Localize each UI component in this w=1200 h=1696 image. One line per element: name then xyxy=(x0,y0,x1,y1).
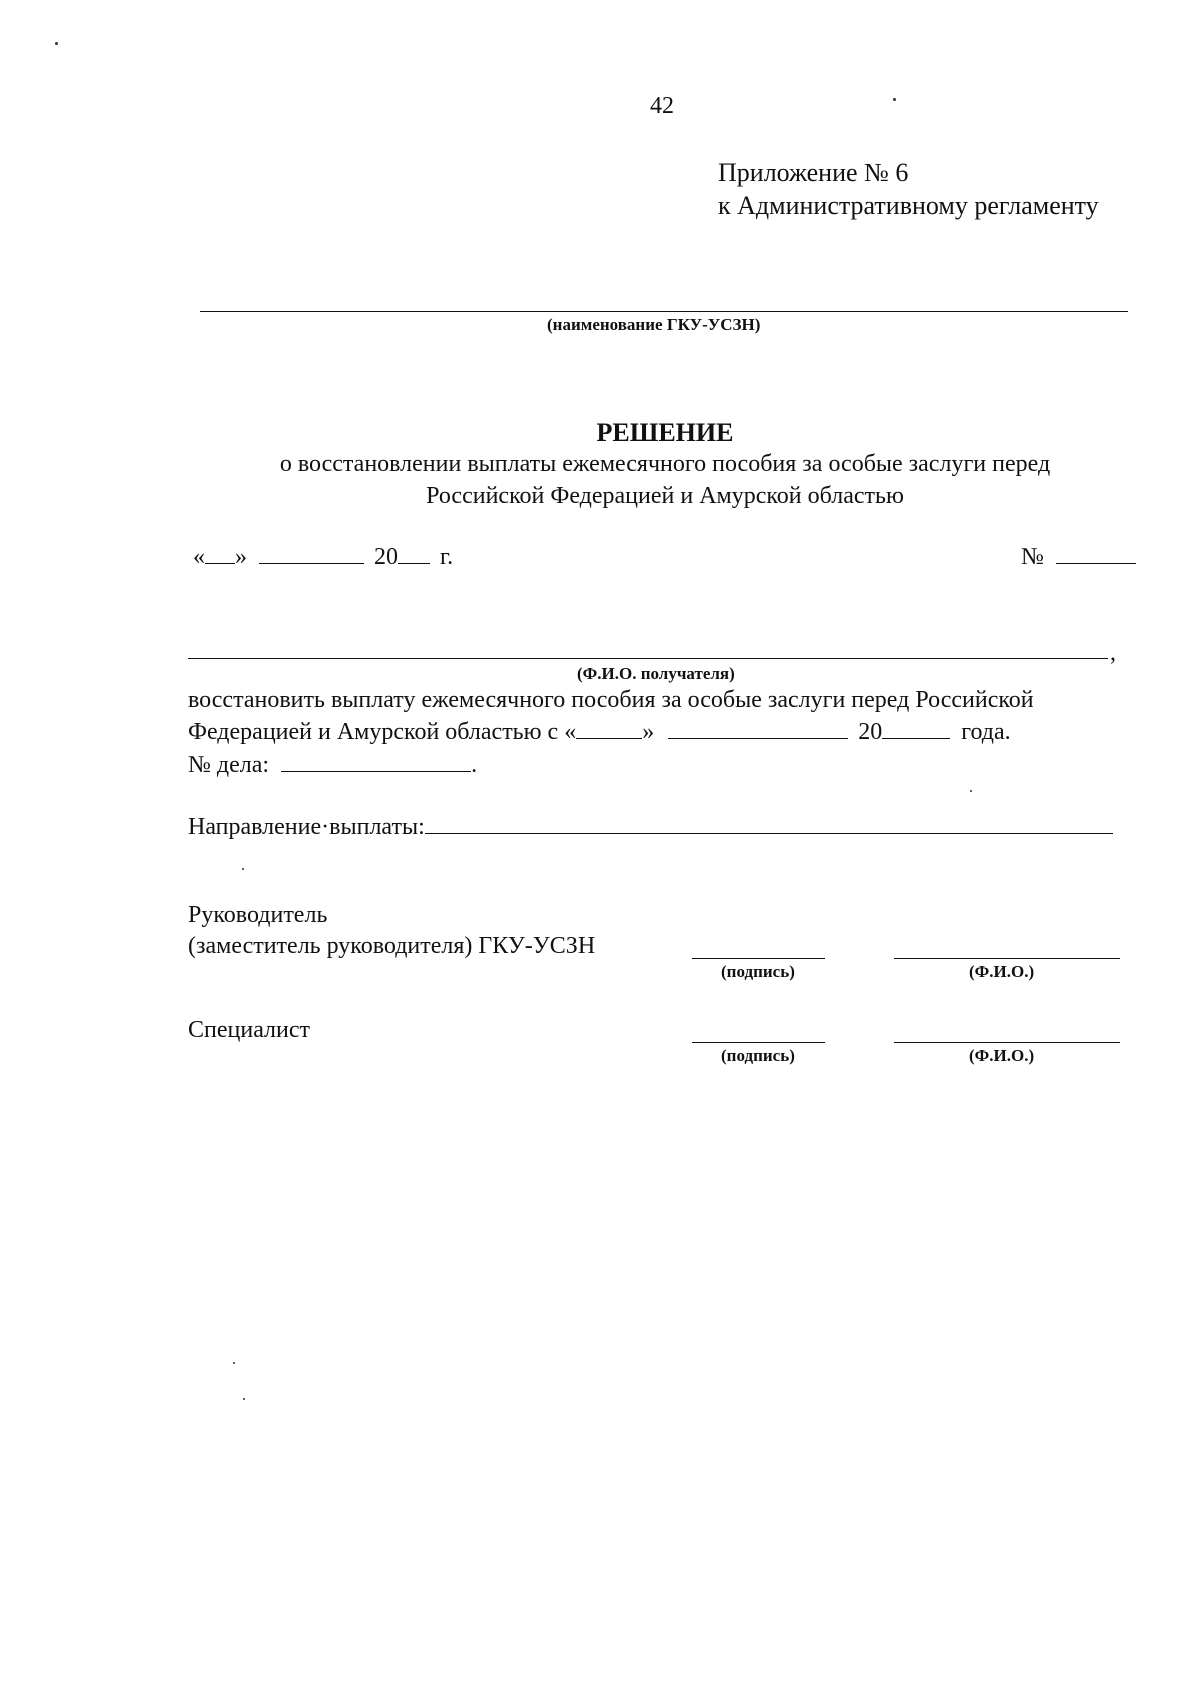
case-number-blank xyxy=(281,770,471,772)
decision-number-sign: № xyxy=(1021,544,1044,570)
decision-number-row xyxy=(1021,544,1136,571)
body-line2-suffix: года. xyxy=(961,719,1011,745)
specialist-name-line xyxy=(894,1042,1120,1043)
body-line2-prefix: Федерацией и Амурской областью с « xyxy=(188,719,577,745)
decision-subtitle-line1: о восстановлении выплаты ежемесячного пособия за особые заслуги перед xyxy=(279,451,1051,477)
date-month-blank xyxy=(259,562,364,564)
restore-year-blank xyxy=(882,737,950,739)
body-line2-year: 20 xyxy=(858,719,883,745)
recipient-name-caption: (Ф.И.О. получателя) xyxy=(577,664,735,683)
appendix-regulation: к Административному регламенту xyxy=(718,191,1099,220)
page-number: 42 xyxy=(650,93,674,119)
scan-speck xyxy=(893,98,896,101)
date-day-blank xyxy=(205,562,235,564)
head-signature-caption: (подпись) xyxy=(721,962,795,981)
specialist-title: Специалист xyxy=(188,1017,311,1043)
specialist-signature-line xyxy=(692,1042,825,1043)
scan-speck xyxy=(242,868,244,870)
decision-subtitle-line2: Российской Федерацией и Амурской областью xyxy=(426,483,904,509)
org-name-caption: (наименование ГКУ-УСЗН) xyxy=(547,315,761,334)
decision-number-blank xyxy=(1056,562,1136,564)
head-name-line xyxy=(894,958,1120,959)
restore-day-blank xyxy=(576,737,642,739)
scan-speck xyxy=(243,1398,245,1400)
date-open-quote: « xyxy=(193,544,205,570)
date-row xyxy=(193,544,453,571)
specialist-name-caption: (Ф.И.О.) xyxy=(969,1046,1035,1065)
body-line2-quote-close: » xyxy=(642,719,655,745)
head-name-caption: (Ф.И.О.) xyxy=(969,962,1035,981)
case-number-row xyxy=(188,752,477,779)
payment-direction-row xyxy=(188,814,1113,841)
recipient-trailing-comma: , xyxy=(1110,640,1116,666)
payment-direction-label: Направление·выплаты: xyxy=(188,814,425,840)
appendix-label: Приложение № 6 xyxy=(718,158,909,187)
date-year-blank xyxy=(398,562,430,564)
head-title-line1: Руководитель xyxy=(188,902,328,928)
case-number-label: № дела: xyxy=(188,752,270,778)
date-year-suffix: г. xyxy=(440,544,454,570)
restore-month-blank xyxy=(668,737,848,739)
scan-speck xyxy=(55,42,58,45)
scan-speck xyxy=(970,790,972,792)
org-name-line xyxy=(200,311,1128,312)
payment-direction-blank xyxy=(425,832,1113,834)
recipient-name-line xyxy=(188,658,1108,659)
scan-speck xyxy=(233,1362,235,1364)
body-line2 xyxy=(188,719,1011,746)
date-year-prefix: 20 xyxy=(374,544,398,570)
case-number-end: . xyxy=(471,752,478,778)
date-close-quote: » xyxy=(235,544,247,570)
decision-title: РЕШЕНИЕ xyxy=(596,418,734,447)
specialist-signature-caption: (подпись) xyxy=(721,1046,795,1065)
head-signature-line xyxy=(692,958,825,959)
head-title-line2: (заместитель руководителя) ГКУ-УСЗН xyxy=(188,933,596,959)
body-line1: восстановить выплату ежемесячного пособия за особые заслуги перед Российской xyxy=(188,687,1034,713)
